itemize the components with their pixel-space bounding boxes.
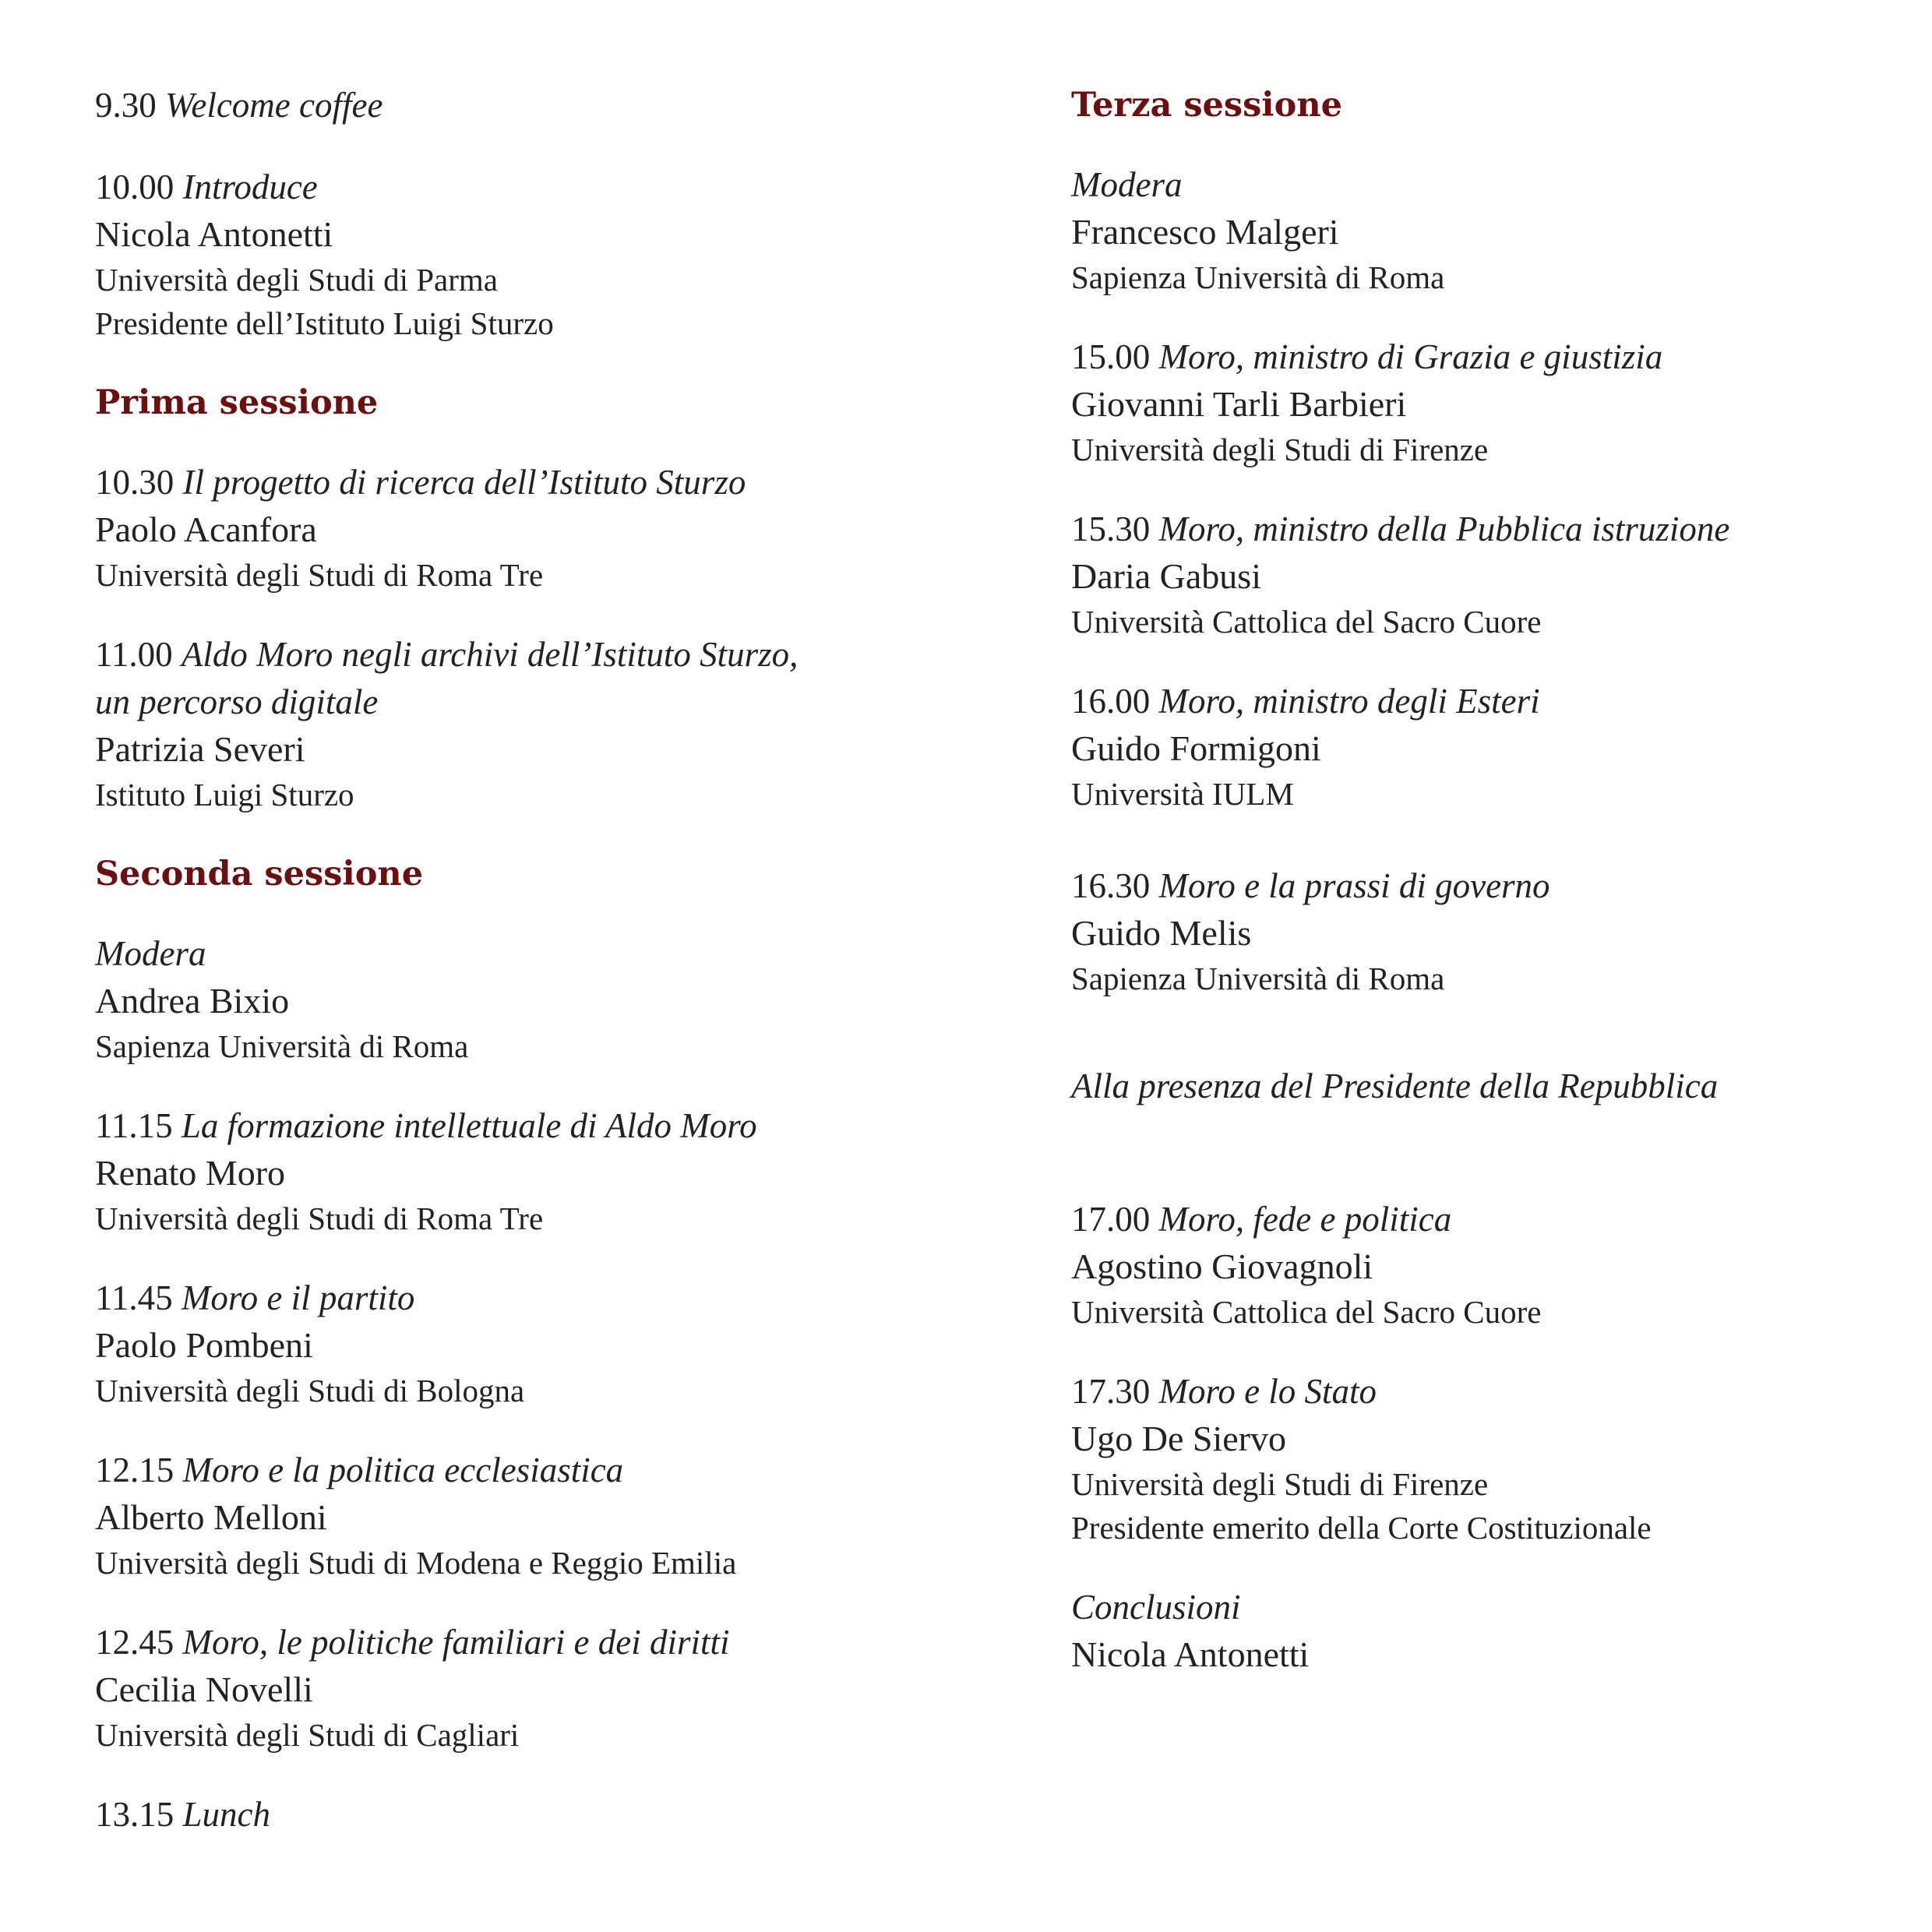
speaker-affiliation: Istituto Luigi Sturzo bbox=[95, 777, 354, 813]
item-time-line bbox=[1071, 1368, 1889, 1416]
speaker-name: Paolo Pombeni bbox=[95, 1325, 313, 1365]
speaker-name: Giovanni Tarli Barbieri bbox=[1071, 384, 1407, 424]
talk-item bbox=[1071, 678, 1889, 816]
speaker-affiliation: Università degli Studi di Cagliari bbox=[95, 1717, 520, 1753]
speaker-name: Daria Gabusi bbox=[1071, 556, 1261, 596]
moderator-affiliation: Sapienza Università di Roma bbox=[1071, 259, 1445, 295]
speaker-name: Guido Melis bbox=[1071, 913, 1252, 953]
talk-item bbox=[1071, 1196, 1889, 1334]
item-time: 11.45 bbox=[95, 1278, 173, 1317]
item-time: 9.30 bbox=[95, 86, 157, 125]
item-title: Moro e la politica ecclesiastica bbox=[182, 1451, 624, 1490]
speaker-affiliation: Università degli Studi di Modena e Reggio Emilia bbox=[95, 1545, 737, 1581]
item-time-line bbox=[95, 1102, 1014, 1150]
speaker-name: Nicola Antonetti bbox=[1071, 1634, 1310, 1674]
talk-item bbox=[1071, 1368, 1889, 1549]
speaker-affiliation: Università IULM bbox=[1071, 776, 1294, 812]
item-title: Moro e la prassi di governo bbox=[1158, 866, 1550, 905]
session-heading-terza: Terza sessione bbox=[1071, 86, 1342, 125]
item-time-line bbox=[1071, 506, 1889, 553]
speaker-name: Agostino Giovagnoli bbox=[1071, 1246, 1373, 1286]
speaker-affiliation: Università degli Studi di Firenze bbox=[1071, 1466, 1489, 1502]
item-time: 15.30 bbox=[1071, 509, 1151, 548]
talk-item bbox=[1071, 506, 1889, 643]
item-time-line bbox=[95, 82, 1014, 129]
item-time-line bbox=[1071, 678, 1889, 725]
item-time: 16.30 bbox=[1071, 866, 1151, 905]
speaker-affiliation: Università degli Studi di Roma Tre bbox=[95, 1200, 544, 1236]
item-title: Moro, ministro di Grazia e giustizia bbox=[1158, 337, 1663, 376]
speaker-affiliation: Università Cattolica del Sacro Cuore bbox=[1071, 1294, 1542, 1330]
speaker-name: Guido Formigoni bbox=[1071, 728, 1321, 768]
speaker-name: Paolo Acanfora bbox=[95, 509, 317, 549]
introduction-item bbox=[95, 164, 1014, 345]
item-time: 11.00 bbox=[95, 635, 173, 674]
conclusions-item bbox=[1071, 1584, 1889, 1678]
president-presence-text: Alla presenza del Presidente della Repubblica bbox=[1071, 1066, 1719, 1105]
lunch-item bbox=[95, 1791, 1014, 1839]
item-time-line bbox=[95, 1791, 1014, 1839]
speaker-name: Ugo De Siervo bbox=[1071, 1419, 1286, 1458]
item-title: Moro, fede e politica bbox=[1158, 1200, 1452, 1239]
talk-item bbox=[95, 1619, 1014, 1757]
talk-item bbox=[95, 459, 1014, 597]
item-time-line bbox=[1071, 1196, 1889, 1243]
item-title: La formazione intellettuale di Aldo Moro bbox=[181, 1106, 757, 1145]
item-title: Welcome coffee bbox=[165, 86, 383, 125]
item-time: 11.15 bbox=[95, 1106, 173, 1145]
item-title: Moro e lo Stato bbox=[1158, 1372, 1377, 1411]
item-time: 10.00 bbox=[95, 167, 175, 206]
item-title: Moro e il partito bbox=[181, 1278, 415, 1317]
item-time: 13.15 bbox=[95, 1795, 175, 1834]
president-presence-note bbox=[1071, 1063, 1889, 1110]
talk-item bbox=[1071, 333, 1889, 471]
speaker-affiliation: Università Cattolica del Sacro Cuore bbox=[1071, 604, 1542, 640]
speaker-role: Presidente emerito della Corte Costituzionale bbox=[1071, 1510, 1652, 1546]
item-title-continued: un percorso digitale bbox=[95, 682, 379, 721]
item-time: 16.00 bbox=[1071, 682, 1151, 721]
item-title: Moro, ministro della Pubblica istruzione bbox=[1158, 509, 1730, 548]
speaker-name: Renato Moro bbox=[95, 1153, 286, 1193]
talk-item bbox=[95, 1447, 1014, 1585]
moderator-name: Andrea Bixio bbox=[95, 981, 290, 1021]
talk-item bbox=[95, 1274, 1014, 1412]
item-time: 17.00 bbox=[1071, 1200, 1151, 1239]
speaker-affiliation: Università degli Studi di Bologna bbox=[95, 1373, 525, 1408]
moderator-affiliation: Sapienza Università di Roma bbox=[95, 1028, 469, 1064]
item-title: Il progetto di ricerca dell’Istituto Sturzo bbox=[182, 463, 746, 502]
item-title: Lunch bbox=[182, 1795, 270, 1834]
item-title: Moro, le politiche familiari e dei diritti bbox=[182, 1623, 730, 1662]
speaker-name: Cecilia Novelli bbox=[95, 1669, 313, 1709]
speaker-affiliation: Sapienza Università di Roma bbox=[1071, 961, 1445, 996]
item-time: 17.30 bbox=[1071, 1372, 1151, 1411]
speaker-affiliation: Università degli Studi di Firenze bbox=[1071, 432, 1489, 467]
item-title: Aldo Moro negli archivi dell’Istituto Sturzo, bbox=[181, 635, 799, 674]
item-time-line bbox=[95, 164, 1014, 211]
left-column bbox=[95, 82, 1014, 1873]
item-time: 12.15 bbox=[95, 1451, 175, 1490]
speaker-name: Patrizia Severi bbox=[95, 729, 305, 769]
conclusions-label: Conclusioni bbox=[1071, 1588, 1241, 1627]
talk-item bbox=[1071, 862, 1889, 1000]
speaker-name: Alberto Melloni bbox=[95, 1497, 327, 1537]
session-heading-seconda: Seconda sessione bbox=[95, 855, 424, 894]
session-heading-prima: Prima sessione bbox=[95, 383, 379, 422]
item-time-line bbox=[95, 631, 1014, 679]
item-time-line bbox=[95, 459, 1014, 506]
item-time: 12.45 bbox=[95, 1623, 175, 1662]
welcome-coffee-item bbox=[95, 82, 1014, 129]
item-time-line bbox=[95, 1274, 1014, 1322]
moderator-item bbox=[95, 930, 1014, 1068]
moderator-label: Modera bbox=[1071, 165, 1183, 204]
speaker-affiliation: Università degli Studi di Roma Tre bbox=[95, 557, 544, 593]
item-time: 10.30 bbox=[95, 463, 175, 502]
item-time-line bbox=[95, 1447, 1014, 1494]
talk-item bbox=[95, 1102, 1014, 1240]
item-time-line bbox=[1071, 333, 1889, 381]
right-column bbox=[1071, 82, 1889, 1712]
item-time-line bbox=[1071, 862, 1889, 910]
speaker-affiliation: Università degli Studi di Parma bbox=[95, 262, 498, 298]
moderator-label: Modera bbox=[95, 934, 206, 973]
item-title: Moro, ministro degli Esteri bbox=[1158, 682, 1540, 721]
speaker-role: Presidente dell’Istituto Luigi Sturzo bbox=[95, 305, 554, 341]
talk-item bbox=[95, 631, 1014, 816]
item-title: Introduce bbox=[182, 167, 318, 206]
item-time-line bbox=[95, 1619, 1014, 1666]
moderator-item bbox=[1071, 161, 1889, 299]
item-time: 15.00 bbox=[1071, 337, 1151, 376]
moderator-name: Francesco Malgeri bbox=[1071, 212, 1339, 252]
speaker-name: Nicola Antonetti bbox=[95, 214, 333, 254]
